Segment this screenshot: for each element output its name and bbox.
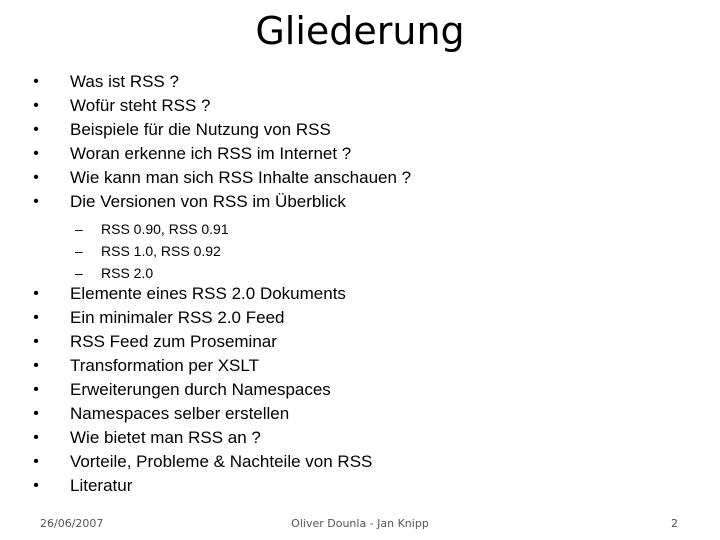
bullet-icon: • [33,381,39,398]
footer-page-number: 2 [671,517,678,530]
outline-item-label: Ein minimaler RSS 2.0 Feed [70,308,285,327]
footer-date: 26/06/2007 [40,517,104,530]
outline-item [30,70,690,94]
dash-icon: – [75,243,83,259]
outline-item-label: Elemente eines RSS 2.0 Dokuments [70,284,346,303]
outline-list-bottom [30,282,690,498]
outline-item-label: Transformation per XSLT [70,356,259,375]
outline-item-label: Die Versionen von RSS im Überblick [70,192,346,211]
slide-title: Gliederung [255,9,465,53]
dash-icon: – [75,265,83,281]
bullet-icon: • [33,285,39,302]
outline-item-label: Wofür steht RSS ? [70,96,211,115]
bullet-icon: • [33,97,39,114]
outline-list-top [30,70,690,214]
bullet-icon: • [33,405,39,422]
outline-subitem [75,240,229,262]
outline-subitem [75,218,229,240]
outline-item-label: Vorteile, Probleme & Nachteile von RSS [70,452,373,471]
outline-subitem-label: RSS 1.0, RSS 0.92 [101,243,221,259]
bullet-icon: • [33,73,39,90]
bullet-icon: • [33,333,39,350]
outline-item [30,166,690,190]
outline-item [30,450,690,474]
bullet-icon: • [33,357,39,374]
outline-subitem-label: RSS 0.90, RSS 0.91 [101,221,229,237]
outline-item-label: Literatur [70,476,133,495]
outline-item-label: Namespaces selber erstellen [70,404,290,423]
outline-item [30,354,690,378]
outline-item [30,402,690,426]
outline-item [30,330,690,354]
dash-icon: – [75,221,83,237]
bullet-icon: • [33,169,39,186]
outline-subitem [75,262,229,284]
outline-item-label: Was ist RSS ? [70,72,179,91]
bullet-icon: • [33,429,39,446]
outline-item-label: Wie bietet man RSS an ? [70,428,261,447]
outline-item [30,426,690,450]
bullet-icon: • [33,309,39,326]
outline-item [30,118,690,142]
outline-item [30,474,690,498]
outline-item-label: Woran erkenne ich RSS im Internet ? [70,144,352,163]
outline-sublist [75,218,229,284]
bullet-icon: • [33,477,39,494]
outline-item [30,282,690,306]
outline-item-label: RSS Feed zum Proseminar [70,332,277,351]
bullet-icon: • [33,145,39,162]
outline-item [30,94,690,118]
outline-item [30,142,690,166]
outline-item [30,190,690,214]
bullet-icon: • [33,193,39,210]
outline-item [30,378,690,402]
outline-item-label: Erweiterungen durch Namespaces [70,380,331,399]
bullet-icon: • [33,453,39,470]
outline-item-label: Beispiele für die Nutzung von RSS [70,120,331,139]
bullet-icon: • [33,121,39,138]
outline-item-label: Wie kann man sich RSS Inhalte anschauen ? [70,168,412,187]
outline-item [30,306,690,330]
outline-subitem-label: RSS 2.0 [101,265,154,281]
footer-authors: Oliver Dounla - Jan Knipp [291,517,429,530]
